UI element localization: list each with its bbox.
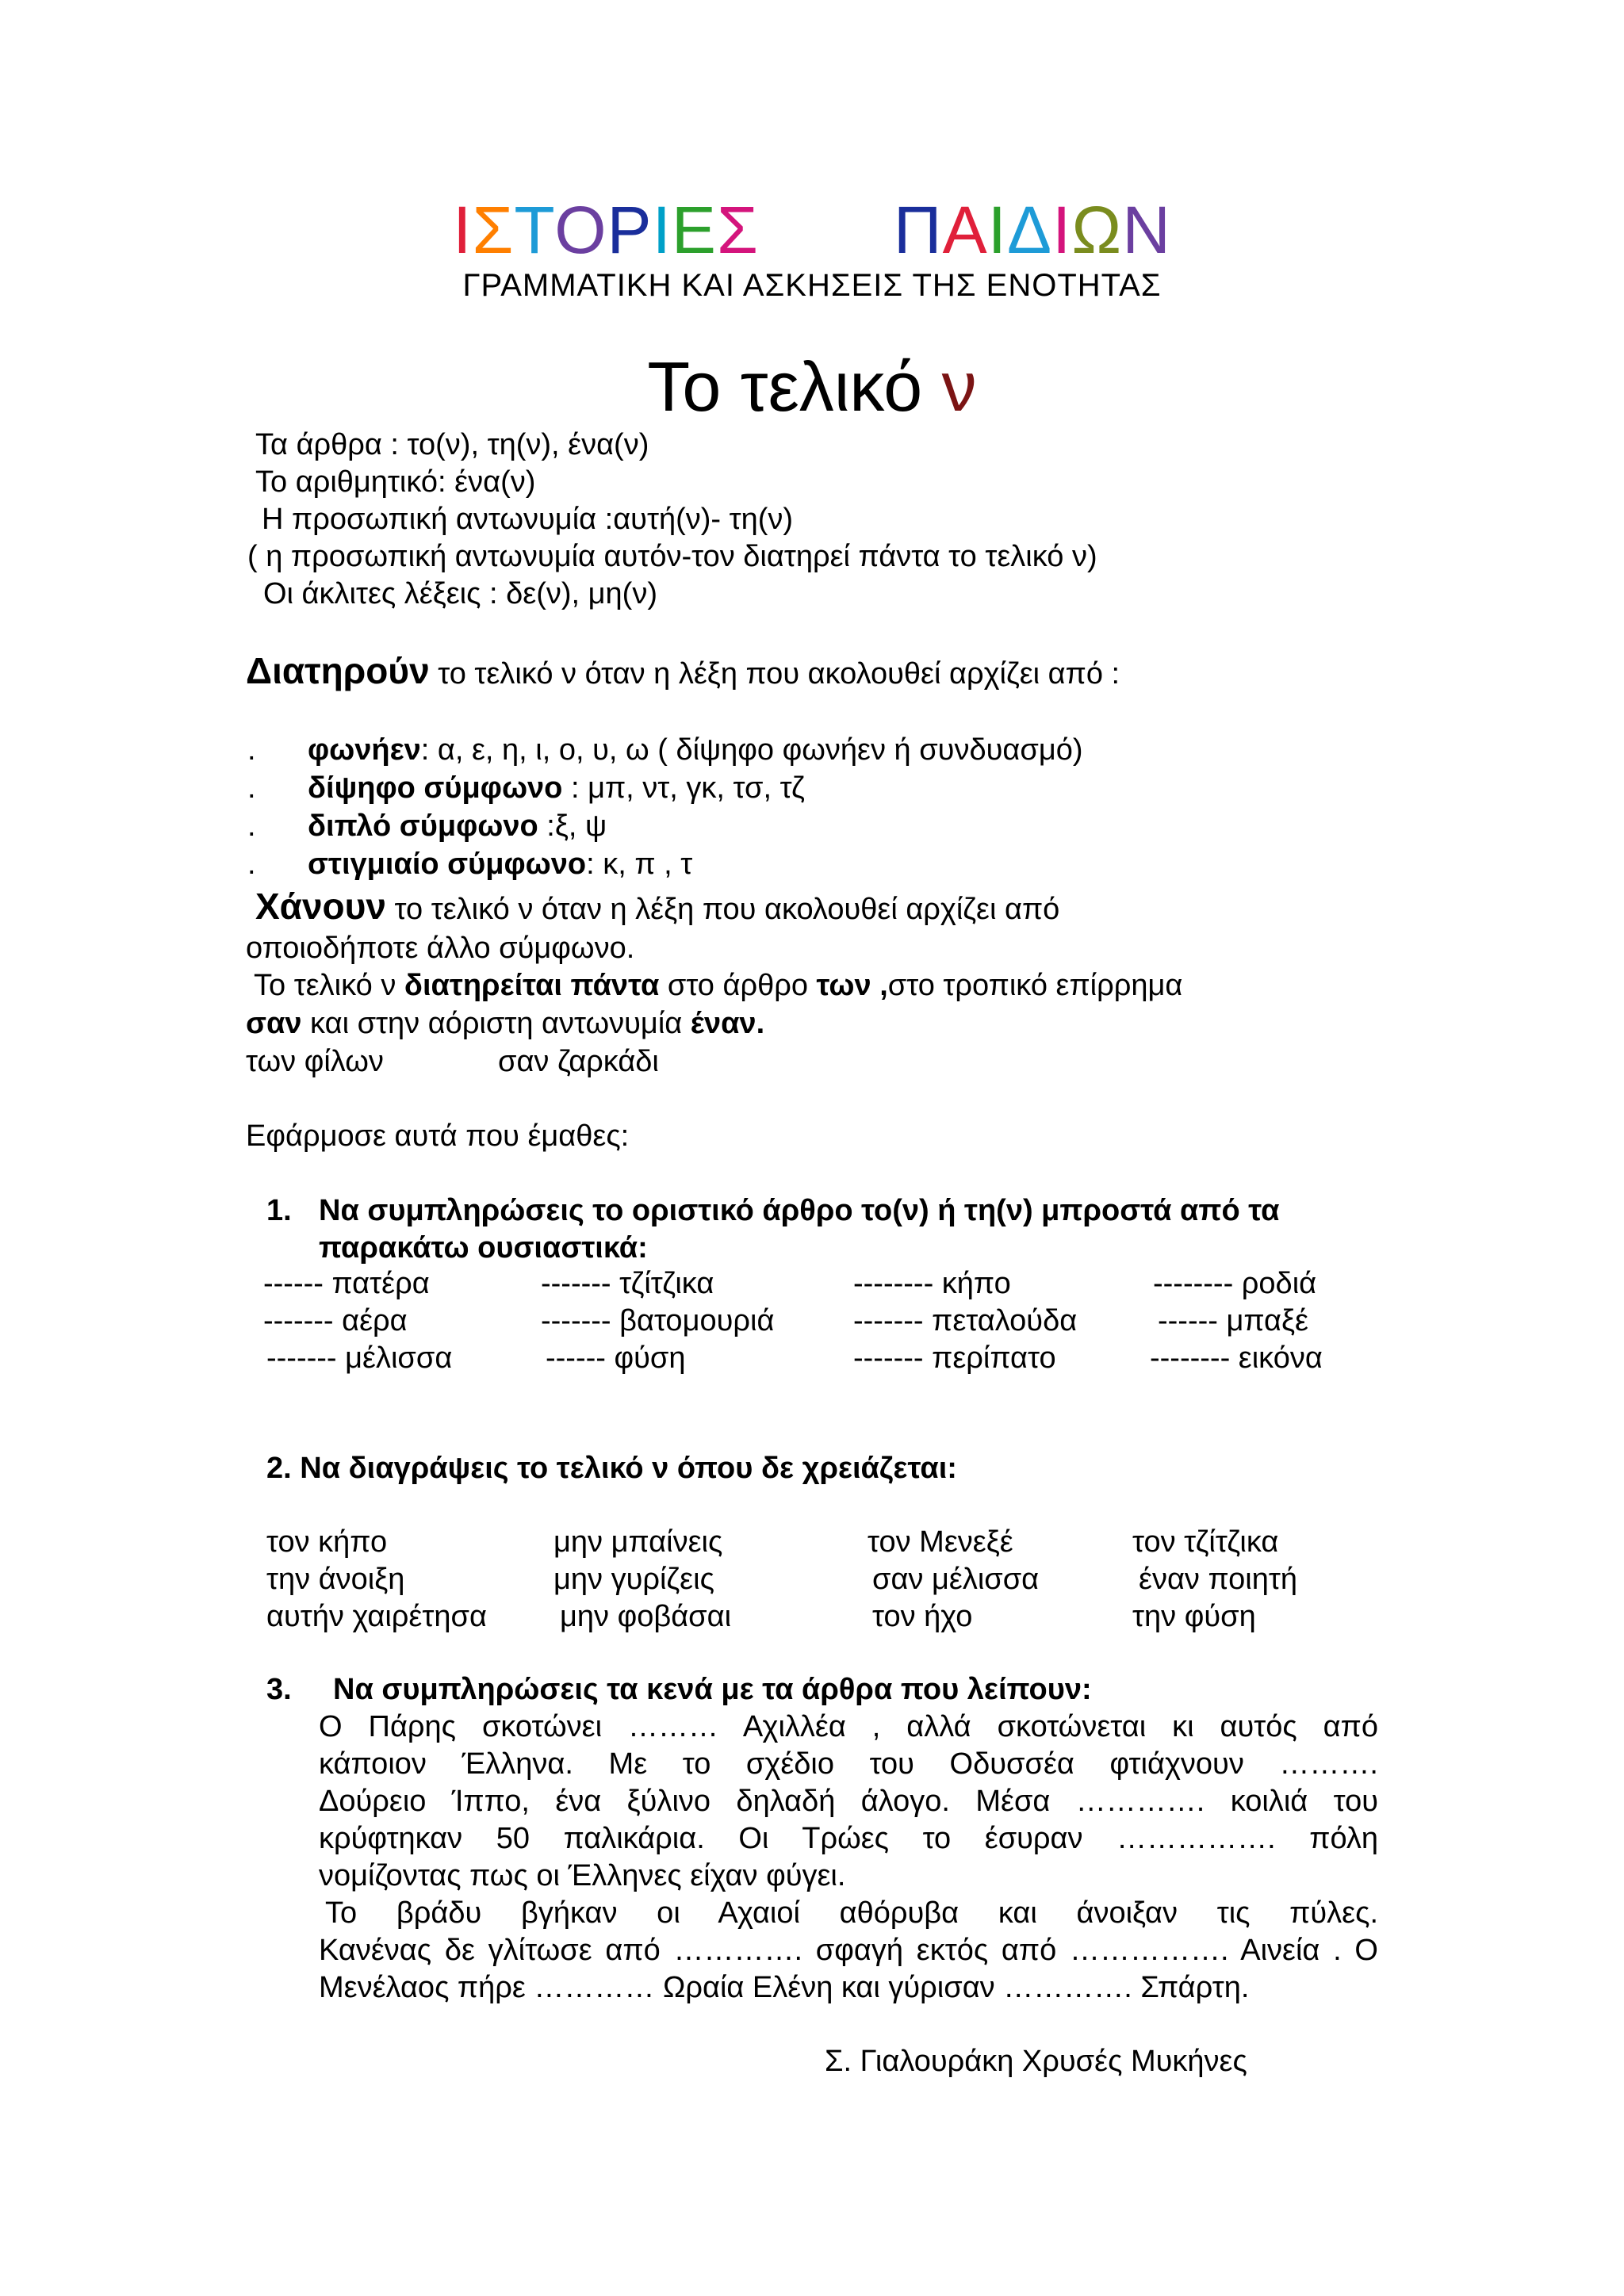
exercise-1-heading-line2: παρακάτω ουσιαστικά:	[319, 1231, 648, 1265]
strike-item[interactable]: μην φοβάσαι	[560, 1600, 732, 1633]
fill-item[interactable]: ------- πεταλούδα	[853, 1304, 1078, 1337]
example-phrase: των φίλων	[246, 1045, 384, 1078]
keep-item	[247, 808, 607, 844]
example-phrase: σαν ζαρκάδι	[498, 1045, 659, 1078]
exercise-2-heading: 2. Να διαγράψεις το τελικό ν όπου δε χρειάζεται:	[266, 1452, 957, 1485]
strike-item[interactable]: τον Μενεξέ	[868, 1525, 1013, 1559]
apply-heading: Εφάρμοσε αυτά που έμαθες:	[246, 1119, 630, 1153]
exercise-3-line: Δούρειο Ίππο, ένα ξύλινο δηλαδή άλογο. Μέσα …………. κοιλιά του	[319, 1785, 1378, 1818]
always-text: στο τροπικό επίρρημα	[887, 969, 1183, 1002]
fill-item[interactable]: ------ πατέρα	[263, 1267, 430, 1300]
exercise-3-heading: Να συμπληρώσεις τα κενά με τα άρθρα που λείπουν:	[333, 1673, 1092, 1706]
fill-item[interactable]: ------- βατομουριά	[541, 1304, 775, 1337]
page-title	[0, 190, 1624, 270]
exercise-3-line: Κανένας δε γλίτωσε από …………. σφαγή εκτός από ……………. Αινεία . Ο	[319, 1934, 1378, 1967]
title-letter: Ι	[652, 193, 672, 267]
lose-rule-text: το τελικό ν όταν η λέξη που ακολουθεί αρχίζει από	[386, 893, 1060, 926]
keep-item-text: : α, ε, η, ι, ο, υ, ω ( δίψηφο φωνήεν ή συνδυασμό)	[420, 733, 1083, 767]
bullet: .	[247, 771, 256, 805]
fill-item[interactable]: ------ μπαξέ	[1158, 1304, 1308, 1337]
title-letter: Ω	[1071, 193, 1123, 267]
rule-note: ( η προσωπική αντωνυμία αυτόν-τον διατηρεί πάντα το τελικό ν)	[247, 540, 1097, 573]
keep-item	[247, 846, 693, 882]
lose-rule-line2: οποιοδήποτε άλλο σύμφωνο.	[246, 932, 635, 965]
title-letter: Σ	[716, 193, 759, 267]
title-letter: Ε	[671, 193, 717, 267]
title-letter: Ο	[554, 193, 607, 267]
keep-item-text: : κ, π , τ	[586, 848, 693, 881]
keep-item	[247, 770, 805, 806]
exercise-1-grid	[0, 1265, 1624, 1384]
rule-line: Το αριθμητικό: ένα(ν)	[255, 465, 536, 499]
signature: Σ. Γιαλουράκη Χρυσές Μυκήνες	[825, 2045, 1247, 2078]
keep-item-text: : μπ, ντ, γκ, τσ, τζ	[562, 771, 805, 805]
strike-item[interactable]: την φύση	[1132, 1600, 1256, 1633]
title-letter: Π	[893, 193, 943, 267]
title-letter: Ι	[987, 193, 1007, 267]
exercise-3-line: κρύφτηκαν 50 παλικάρια. Οι Τρώες το έσυραν ……………. πόλη	[319, 1822, 1378, 1855]
always-text: και στην αόριστη αντωνυμία	[301, 1007, 691, 1040]
exercise-1-heading: Να συμπληρώσεις το οριστικό άρθρο το(ν) ή τη(ν) μπροστά από τα	[319, 1194, 1280, 1227]
keep-rule-text: το τελικό ν όταν η λέξη που ακολουθεί αρχίζει από :	[429, 657, 1120, 691]
keep-item-text: :ξ, ψ	[538, 809, 607, 843]
always-text: στο άρθρο	[659, 969, 817, 1002]
strike-item[interactable]: τον ήχο	[872, 1600, 973, 1633]
keep-item-label: διπλό σύμφωνο	[308, 809, 538, 843]
fill-item[interactable]: ------- τζίτζικα	[541, 1267, 714, 1300]
lesson-heading-text: Το τελικό	[647, 347, 942, 426]
bullet: .	[247, 809, 256, 843]
strike-item[interactable]: τον τζίτζικα	[1132, 1525, 1279, 1559]
rule-line: Τα άρθρα : το(ν), τη(ν), ένα(ν)	[255, 428, 649, 461]
strike-item[interactable]: τον κήπο	[266, 1525, 388, 1559]
lose-rule	[255, 888, 1059, 928]
always-bold: διατηρείται πάντα	[404, 969, 660, 1002]
fill-item[interactable]: ------- αέρα	[263, 1304, 408, 1337]
strike-item[interactable]: αυτήν χαιρέτησα	[266, 1600, 487, 1633]
title-letter: Ι	[1052, 193, 1072, 267]
title-letter: Σ	[472, 193, 515, 267]
always-bold: έναν.	[690, 1007, 765, 1040]
fill-item[interactable]: -------- εικόνα	[1150, 1341, 1323, 1375]
title-letter: Τ	[514, 193, 555, 267]
always-bold: των ,	[816, 969, 888, 1002]
keep-word: Διατηρούν	[246, 650, 430, 691]
keep-item	[247, 732, 1083, 768]
bullet: .	[247, 848, 256, 881]
rule-line: Οι άκλιτες λέξεις : δε(ν), μη(ν)	[263, 577, 657, 610]
exercise-1-number: 1.	[266, 1194, 292, 1227]
strike-item[interactable]: την άνοιξη	[266, 1563, 405, 1596]
exercise-3-number: 3.	[266, 1673, 292, 1706]
page-subtitle: ΓΡΑΜΜΑΤΙΚΗ ΚΑΙ ΑΣΚΗΣΕΙΣ ΤΗΣ ΕΝΟΤΗΤΑΣ	[462, 268, 1162, 303]
exercise-3-line: Το βράδυ βγήκαν οι Αχαιοί αθόρυβα και άνοιξαν τις πύλες.	[325, 1896, 1378, 1930]
strike-item[interactable]: μην γυρίζεις	[553, 1563, 714, 1596]
strike-item[interactable]: έναν ποιητή	[1139, 1563, 1298, 1596]
keep-item-label: φωνήεν	[308, 733, 421, 767]
rule-line: Η προσωπική αντωνυμία :αυτή(ν)- τη(ν)	[262, 503, 794, 536]
exercise-3-line: κάποιον Έλληνα. Με το σχέδιο του Οδυσσέα φτιάχνουν ……….	[319, 1747, 1378, 1781]
strike-item[interactable]: μην μπαίνεις	[553, 1525, 723, 1559]
strike-item[interactable]: σαν μέλισσα	[872, 1563, 1040, 1596]
exercise-3-line: Μενέλαος πήρε ………… Ωραία Ελένη και γύρισαν …………. Σπάρτη.	[319, 1971, 1250, 2004]
title-letter: Δ	[1006, 193, 1053, 267]
fill-item[interactable]: -------- ροδιά	[1153, 1267, 1317, 1300]
exercise-3-line: Ο Πάρης σκοτώνει ……… Αχιλλέα , αλλά σκοτώνεται κι αυτός από	[319, 1710, 1378, 1743]
always-rule-line2	[246, 1005, 764, 1042]
title-letter: Ι	[453, 193, 473, 267]
title-letter: Α	[942, 193, 988, 267]
always-rule	[254, 967, 1182, 1004]
fill-item[interactable]: ------- μέλισσα	[266, 1341, 453, 1375]
fill-item[interactable]: ------- περίπατο	[853, 1341, 1056, 1375]
always-bold: σαν	[246, 1007, 302, 1040]
bullet: .	[247, 733, 256, 767]
keep-item-label: δίψηφο σύμφωνο	[308, 771, 563, 805]
exercise-3-line: νομίζοντας πως οι Έλληνες είχαν φύγει.	[319, 1859, 846, 1892]
fill-item[interactable]: ------ φύση	[546, 1341, 686, 1375]
title-letter: Ρ	[607, 193, 653, 267]
fill-item[interactable]: -------- κήπο	[853, 1267, 1011, 1300]
exercise-2-grid	[0, 1524, 1624, 1643]
lesson-heading-nu: ν	[941, 347, 977, 426]
keep-rule	[246, 652, 1120, 692]
keep-item-label: στιγμιαίο σύμφωνο	[308, 848, 587, 881]
lose-word: Χάνουν	[255, 886, 386, 927]
lesson-heading	[0, 347, 1624, 427]
title-letter: Ν	[1122, 193, 1171, 267]
always-text: Το τελικό ν	[254, 969, 404, 1002]
